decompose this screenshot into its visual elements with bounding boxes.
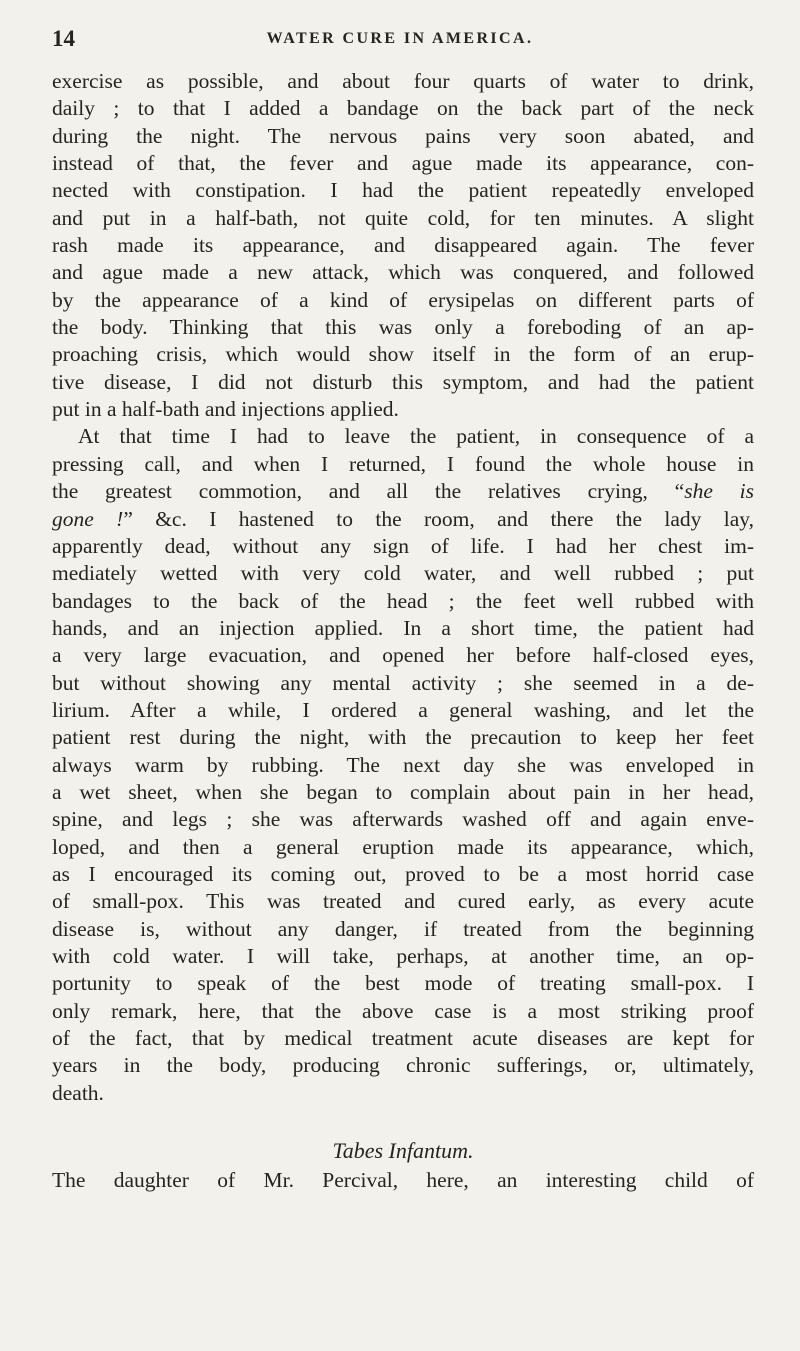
text-line: The daughter of Mr. Percival, here, an interesting child of xyxy=(52,1168,754,1193)
text-line: death. xyxy=(52,1080,104,1105)
quoted-speech: she is xyxy=(684,479,754,504)
text-line: of small-pox. This was treated and cured early, as every acute xyxy=(52,889,754,914)
text-line: patient rest during the night, with the precaution to keep her feet xyxy=(52,725,754,750)
text-line: of the fact, that by medical treatment acute diseases are kept for xyxy=(52,1026,754,1051)
text-line: during the night. The nervous pains very soon abated, and xyxy=(52,123,754,148)
text-line: At that time I had to leave the patient, in consequence of a xyxy=(78,424,754,449)
body-text xyxy=(52,68,754,1194)
text-line: daily ; to that I added a bandage on the back part of the neck xyxy=(52,96,754,121)
text-line: the body. Thinking that this was only a foreboding of an ap- xyxy=(52,315,754,340)
text-segment: ” &c. I hastened to the room, and there the lady lay, xyxy=(123,506,754,531)
text-line: loped, and then a general eruption made its appearance, which, xyxy=(52,834,754,859)
text-line: exercise as possible, and about four quarts of water to drink, xyxy=(52,69,754,93)
text-line: instead of that, the fever and ague made its appearance, con- xyxy=(52,151,754,176)
text-line: portunity to speak of the best mode of treating small-pox. I xyxy=(52,971,754,996)
paragraph-2 xyxy=(52,423,754,1107)
text-line: tive disease, I did not disturb this symptom, and had the patient xyxy=(52,369,754,394)
text-line: but without showing any mental activity ; she seemed in a de- xyxy=(52,670,754,695)
text-line: hands, and an injection applied. In a short time, the patient had xyxy=(52,615,754,640)
text-line: nected with constipation. I had the patient repeatedly enveloped xyxy=(52,178,754,203)
text-line: as I encouraged its coming out, proved to be a most horrid case xyxy=(52,861,754,886)
text-line: and ague made a new attack, which was conquered, and followed xyxy=(52,260,754,285)
quoted-speech: gone ! xyxy=(52,506,124,531)
text-line: and put in a half-bath, not quite cold, for ten minutes. A slight xyxy=(52,205,754,230)
text-line: always warm by rubbing. The next day she was enveloped in xyxy=(52,752,754,777)
text-line: proaching crisis, which would show itself in the form of an erup- xyxy=(52,342,754,367)
text-line: disease is, without any danger, if treated from the beginning xyxy=(52,916,754,941)
text-line: apparently dead, without any sign of life. I had her chest im- xyxy=(52,533,754,558)
paragraph-1 xyxy=(52,68,754,423)
text-line: mediately wetted with very cold water, and well rubbed ; put xyxy=(52,561,754,586)
text-line: with cold water. I will take, perhaps, at another time, an op- xyxy=(52,944,754,968)
running-head: WATER CURE IN AMERICA. xyxy=(266,30,534,47)
text-line: bandages to the back of the head ; the feet well rubbed with xyxy=(52,588,754,613)
page-number: 14 xyxy=(52,26,75,51)
text-line: put in a half-bath and injections applied. xyxy=(52,397,399,422)
page-header xyxy=(52,26,748,56)
text-line-with-quote xyxy=(52,478,754,505)
text-line: a wet sheet, when she began to complain about pain in her head, xyxy=(52,779,754,804)
section-heading: Tabes Infantum. xyxy=(332,1138,474,1164)
paragraph-3 xyxy=(52,1167,754,1194)
text-line: lirium. After a while, I ordered a general washing, and let the xyxy=(52,697,754,722)
text-line-with-quote xyxy=(52,506,754,533)
text-line: by the appearance of a kind of erysipelas on different parts of xyxy=(52,287,754,312)
text-line: pressing call, and when I returned, I found the whole house in xyxy=(52,451,754,476)
text-segment: the greatest commotion, and all the relatives crying, “ xyxy=(52,479,685,504)
text-line: only remark, here, that the above case is a most striking proof xyxy=(52,998,754,1023)
text-line: years in the body, producing chronic sufferings, or, ultimately, xyxy=(52,1053,754,1078)
text-line: a very large evacuation, and opened her before half-closed eyes, xyxy=(52,643,754,668)
text-line: spine, and legs ; she was afterwards washed off and again enve- xyxy=(52,807,754,832)
text-line: rash made its appearance, and disappeared again. The fever xyxy=(52,233,754,258)
